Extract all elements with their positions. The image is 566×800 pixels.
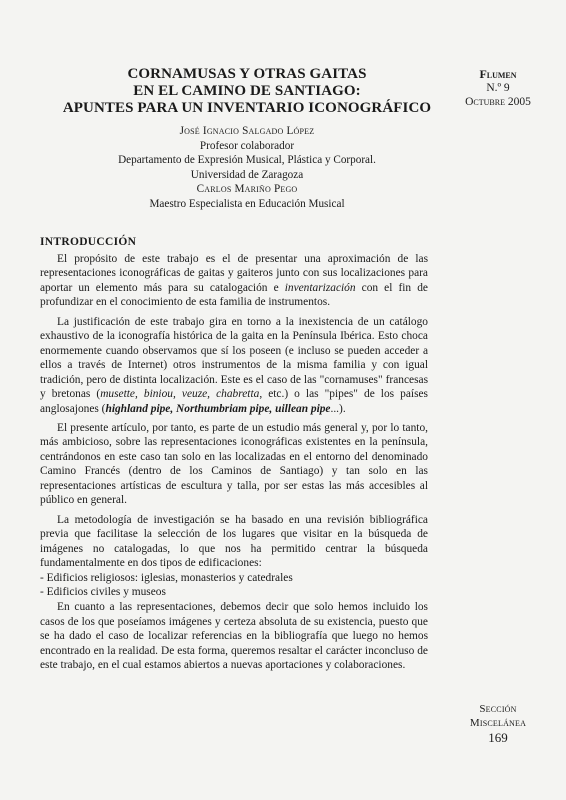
- paragraph-representations: En cuanto a las representaciones, debemos decir que solo hemos incluido los casos de los que poseíamos imágenes y certeza absoluta de su existencia, puesto que se ha dado el caso de localizar referencias en la bibliografía que luego no hemos encontrado en la realidad. De esta forma, queremos resaltar el carácter inconcluso de este trabajo, en el cual estamos abiertos a nuevas aportaciones y colaboraciones.: [40, 601, 428, 672]
- author2-name: Carlos Mariño Pego: [196, 183, 298, 195]
- journal-number: N.º 9: [486, 82, 510, 94]
- paragraph-purpose-italic: inventarización: [284, 281, 356, 294]
- article-title-line-1: CORNAMUSAS Y OTRAS GAITAS: [127, 66, 367, 82]
- author2-role: Maestro Especialista en Educación Musical: [149, 197, 345, 210]
- author-byline: [60, 124, 434, 211]
- article-title-line-3: APUNTES PARA UN INVENTARIO ICONOGRÁFICO: [62, 100, 432, 116]
- article-body: [40, 252, 428, 673]
- section-heading: INTRODUCCIÓN: [40, 236, 137, 248]
- footer-section-line-1: Sección: [479, 703, 517, 715]
- paragraph-scope: El presente artículo, por tanto, es parte de un estudio más general y, por lo tanto, más ambicioso, sobre las representaciones iconográficas existentes en la península, centrándonos en este caso tan solo en las localizadas en el entorno del denominado Camino Francés (dentro de los Caminos de Santiago) y tan solo en las representaciones artísticas de escultura y talla, por ser estas las más accesibles al público en general.: [40, 421, 428, 507]
- paragraph-purpose-text: El propósito de este trabajo es el de presentar una aproximación de las representaciones iconográficas de gaitas y gaiteros junto con sus localizaciones para aportar un elemento más para su catalogación e: [40, 253, 428, 294]
- footer-section-line-2: Miscelánea: [469, 716, 527, 729]
- article-title-line-2: EN EL CAMINO DE SANTIAGO:: [133, 83, 361, 99]
- paragraph-justification-italic-2: highland pipe, Northumbriam pipe, uillean pipe: [105, 402, 331, 415]
- journal-name: Flumen: [479, 67, 517, 81]
- author1-name: José Ignacio Salgado López: [179, 125, 315, 137]
- list-item: - Edificios religiosos: iglesias, monasterios y catedrales: [40, 571, 293, 584]
- paragraph-purpose-end: con el fin de profundizar en el conocimiento de esta familia de instrumentos.: [40, 281, 428, 309]
- author1-role: Profesor colaborador: [199, 139, 295, 152]
- journal-date: Octubre 2005: [465, 96, 531, 108]
- author1-institution: Universidad de Zaragoza: [190, 168, 304, 181]
- paragraph-justification-text-c: ...).: [330, 402, 346, 415]
- paragraph-justification-text-b: , etc.) o las "pipes" de los países anglosajones (: [40, 388, 428, 415]
- paragraph-justification-text-a: La justificación de este trabajo gira en torno a la inexistencia de un catálogo exhaustivo de la iconografía histórica de la gaita en la Península Ibérica. Esto choca enormemente cuando observamos que sí los poseen (e incluso se pueden acceder a ellos a través de Internet) otros instrumentos de la misma familia y con igual tradición, pero de distinta localización. Este es el caso de las "cornamuses" francesas y bretonas (: [40, 315, 428, 401]
- page-number: 169: [488, 730, 508, 745]
- journal-info: [452, 67, 544, 109]
- author1-department: Departamento de Expresión Musical, Plástica y Corporal.: [118, 154, 376, 166]
- paragraph-methodology: La metodología de investigación se ha basado en una revisión bibliográfica previa que facilitase la selección de los lugares que visitar en la búsqueda de imágenes no catalogadas, lo que nos ha permitido centrar la búsqueda fundamentalmente en dos tipos de edificaciones:: [40, 513, 428, 570]
- list-item: - Edificios civiles y museos: [40, 585, 166, 598]
- paragraph-purpose: [40, 252, 428, 310]
- paragraph-justification-italic-1: musette, biniou, veuze, chabretta: [100, 388, 260, 401]
- article-header: [60, 66, 434, 211]
- paragraph-justification: [40, 315, 428, 416]
- page-footer: [452, 703, 544, 745]
